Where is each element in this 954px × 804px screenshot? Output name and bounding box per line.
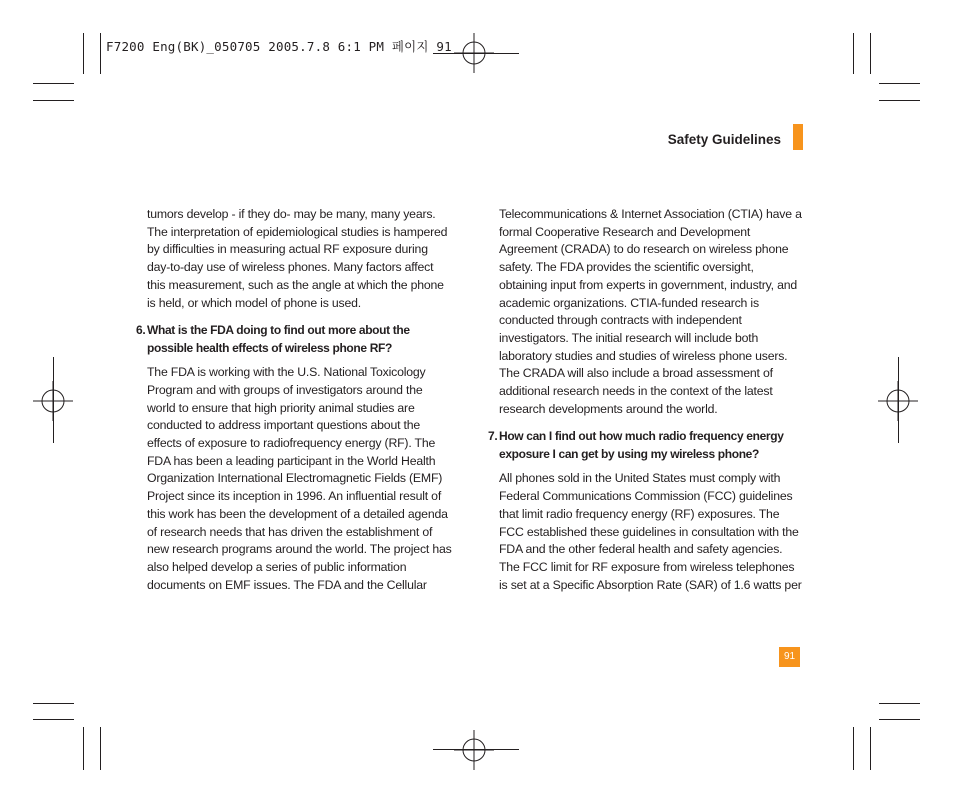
- section-title: Safety Guidelines: [667, 132, 781, 147]
- question-number: 7.: [488, 429, 498, 444]
- paragraph: tumors develop - if they do- may be many, many years. The interpretation of epidemiological studies is hampered by difficulties in measuring actual RF exposure during day-to-day use of wireless phones. Many factors affect this measurement, such as the angle at which the phone is held, or which model of phone is used.: [147, 207, 448, 310]
- crop-mark: [853, 727, 854, 770]
- question-heading: [488, 427, 811, 463]
- crop-mark: [33, 83, 74, 84]
- crop-mark: [879, 703, 920, 704]
- crop-mark: [100, 33, 101, 74]
- page-number: 91: [779, 647, 800, 667]
- registration-line: [898, 357, 899, 443]
- crop-mark: [879, 719, 920, 720]
- right-column: [488, 206, 804, 594]
- crop-mark: [879, 83, 920, 84]
- crop-mark: [100, 727, 101, 770]
- question-number: 6.: [136, 323, 146, 338]
- registration-line: [53, 357, 54, 443]
- question-heading: [136, 321, 452, 357]
- left-column: [136, 206, 452, 594]
- paragraph: All phones sold in the United States must comply with Federal Communications Commission (FCC) guidelines that limit radio frequency energy (RF) exposures. The FCC established these guidelines in consultation with the FDA and the other federal health and safety agencies. The FCC limit for RF exposure from wireless telephones is set at a Specific Absorption Rate (SAR) of 1.6 watts per: [499, 471, 802, 592]
- crop-mark: [33, 703, 74, 704]
- crop-mark: [870, 727, 871, 770]
- header-accent-bar: [793, 124, 803, 150]
- print-slug: F7200 Eng(BK)_050705 2005.7.8 6:1 PM 페이지 91: [106, 39, 452, 54]
- registration-line: [433, 749, 519, 750]
- crop-mark: [879, 100, 920, 101]
- crop-mark: [33, 719, 74, 720]
- question-text: How can I find out how much radio frequency energy exposure I can get by using my wireless phone?: [499, 429, 784, 462]
- crop-mark: [83, 727, 84, 770]
- crop-mark: [870, 33, 871, 74]
- question-text: What is the FDA doing to find out more about the possible health effects of wireless phone RF?: [147, 323, 410, 356]
- crop-mark: [83, 33, 84, 74]
- registration-mark-icon: [454, 730, 494, 770]
- paragraph: Telecommunications & Internet Association (CTIA) have a formal Cooperative Research and Development Agreement (CRADA) to do research on wireless phone safety. The FDA provides the scientific oversight, obtaining input from experts in government, industry, and academic organizations. CTIA-funded research is conducted through contracts with independent investigators. The initial research will include both laboratory studies and studies of wireless phone users. The CRADA will also include a broad assessment of additional research needs in the context of the latest research developments around the world.: [499, 207, 802, 416]
- crop-mark: [33, 100, 74, 101]
- crop-mark: [853, 33, 854, 74]
- paragraph: The FDA is working with the U.S. National Toxicology Program and with groups of investigators around the world to ensure that high priority animal studies are conducted to address important questions about the effects of exposure to radiofrequency energy (RF). The FDA has been a leading participant in the World Health Organization International Electromagnetic Fields (EMF) Project since its inception in 1996. An influential result of this work has been the development of a detailed agenda of research needs that has driven the establishment of new research programs around the world. The project has also helped develop a series of public information documents on EMF issues. The FDA and the Cellular: [147, 365, 452, 592]
